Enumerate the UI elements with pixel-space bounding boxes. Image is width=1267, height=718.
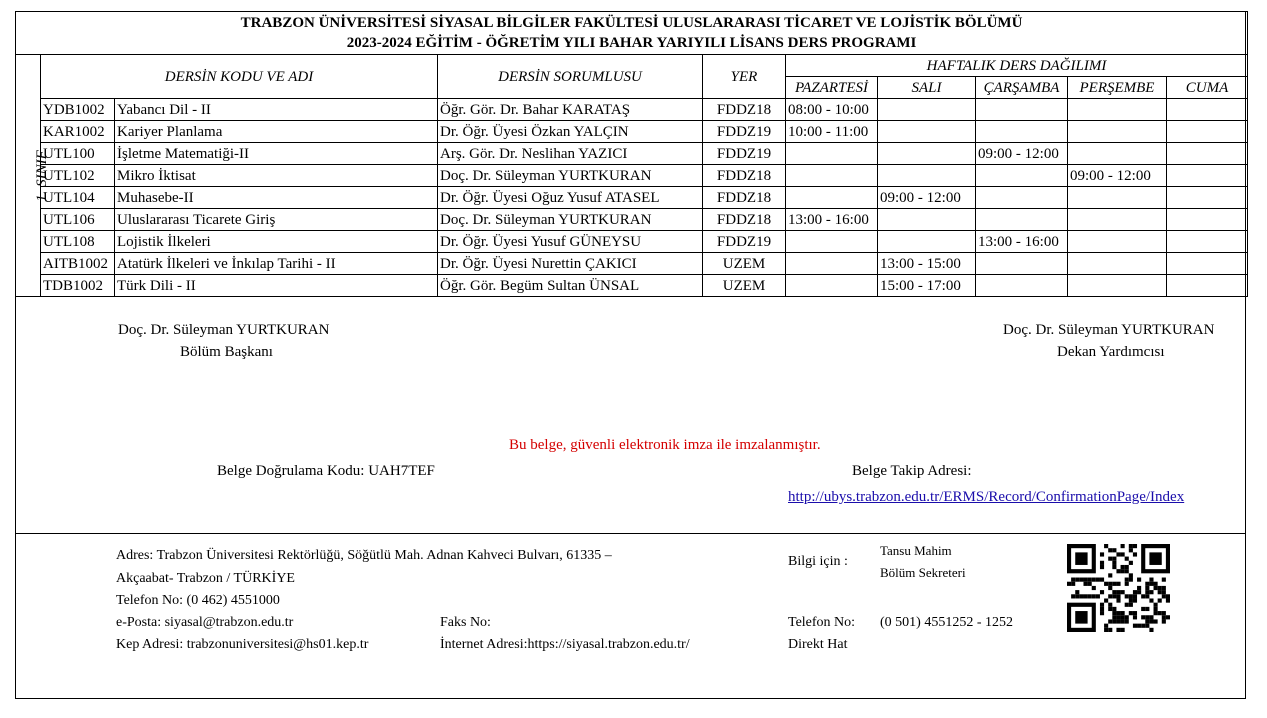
tracking-address-label: Belge Takip Adresi: (852, 463, 972, 479)
day-header: SALI (878, 77, 976, 99)
title-line-1: TRABZON ÜNİVERSİTESİ SİYASAL BİLGİLER FAKÜLTESİ ULUSLARARASI TİCARET VE LOJİSTİK BÖLÜMÜ (240, 15, 1023, 31)
time-slot (1068, 231, 1167, 253)
day-header: ÇARŞAMBA (976, 77, 1068, 99)
time-slot (786, 143, 878, 165)
course-code: UTL102 (41, 165, 115, 187)
course-name: Muhasebe-II (115, 187, 438, 209)
time-slot: 09:00 - 12:00 (976, 143, 1068, 165)
course-instructor: Öğr. Gör. Begüm Sultan ÜNSAL (438, 275, 703, 297)
time-slot: 13:00 - 15:00 (878, 253, 976, 275)
left-signer-name: Doç. Dr. Süleyman YURTKURAN (118, 322, 330, 338)
time-slot (1167, 165, 1248, 187)
kep-address: Kep Adresi: trabzonuniversitesi@hs01.kep.tr (116, 637, 369, 652)
title-line-2: 2023-2024 EĞİTİM - ÖĞRETİM YILI BAHAR YARIYILI LİSANS DERS PROGRAMI (346, 35, 917, 51)
phone-number: Telefon No: (0 462) 4551000 (116, 593, 280, 608)
email-address: e-Posta: siyasal@trabzon.edu.tr (116, 615, 294, 630)
table-row (16, 231, 1248, 253)
info-label: Bilgi için : (788, 554, 848, 569)
day-header: PERŞEMBE (1068, 77, 1167, 99)
time-slot (976, 253, 1068, 275)
day-header: PAZARTESİ (786, 77, 878, 99)
course-name: Kariyer Planlama (115, 121, 438, 143)
course-room: FDDZ18 (703, 165, 786, 187)
course-name: Yabancı Dil - II (115, 99, 438, 121)
course-code: TDB1002 (41, 275, 115, 297)
time-slot (1167, 187, 1248, 209)
right-signer-name: Doç. Dr. Süleyman YURTKURAN (1003, 322, 1215, 338)
course-name: Mikro İktisat (115, 165, 438, 187)
fax-number: Faks No: (440, 615, 491, 630)
time-slot (786, 275, 878, 297)
course-code: UTL104 (41, 187, 115, 209)
course-instructor: Öğr. Gör. Dr. Bahar KARATAŞ (438, 99, 703, 121)
course-instructor: Dr. Öğr. Üyesi Özkan YALÇIN (438, 121, 703, 143)
course-name: Atatürk İlkeleri ve İnkılap Tarihi - II (115, 253, 438, 275)
course-instructor: Dr. Öğr. Üyesi Nurettin ÇAKICI (438, 253, 703, 275)
table-row (16, 187, 1248, 209)
course-code: KAR1002 (41, 121, 115, 143)
course-room: FDDZ19 (703, 121, 786, 143)
time-slot (878, 121, 976, 143)
time-slot: 09:00 - 12:00 (1068, 165, 1167, 187)
course-code: UTL108 (41, 231, 115, 253)
time-slot: 09:00 - 12:00 (878, 187, 976, 209)
weekly-schedule-header: HAFTALIK DERS DAĞILIMI (786, 55, 1248, 77)
time-slot (786, 165, 878, 187)
room-column-header: YER (703, 55, 786, 99)
time-slot (878, 143, 976, 165)
time-slot (786, 187, 878, 209)
footer-divider (15, 533, 1246, 534)
time-slot (1167, 99, 1248, 121)
course-room: FDDZ18 (703, 187, 786, 209)
time-slot (1167, 253, 1248, 275)
time-slot (1167, 231, 1248, 253)
tracking-url-link[interactable]: http://ubys.trabzon.edu.tr/ERMS/Record/ConfirmationPage/Index (788, 489, 1185, 505)
time-slot (786, 231, 878, 253)
web-address: İnternet Adresi:https://siyasal.trabzon.edu.tr/ (440, 637, 690, 652)
time-slot: 15:00 - 17:00 (878, 275, 976, 297)
time-slot (976, 99, 1068, 121)
verification-code: Belge Doğrulama Kodu: UAH7TEF (217, 463, 435, 479)
qr-code-icon (1067, 544, 1170, 632)
time-slot (1068, 275, 1167, 297)
table-row (16, 253, 1248, 275)
table-row (16, 275, 1248, 297)
time-slot (1068, 253, 1167, 275)
course-name: Türk Dili - II (115, 275, 438, 297)
instructor-column-header: DERSİN SORUMLUSU (438, 55, 703, 99)
time-slot (976, 187, 1068, 209)
contact-name: Tansu Mahim (880, 543, 952, 558)
course-schedule-table (15, 11, 1248, 297)
time-slot (976, 275, 1068, 297)
course-instructor: Arş. Gör. Dr. Neslihan YAZICI (438, 143, 703, 165)
course-room: FDDZ18 (703, 209, 786, 231)
table-row (16, 99, 1248, 121)
document-title (16, 12, 1248, 55)
esignature-notice: Bu belge, güvenli elektronik imza ile imzalanmıştır. (509, 437, 821, 453)
course-room: FDDZ19 (703, 143, 786, 165)
course-room: UZEM (703, 275, 786, 297)
course-code: YDB1002 (41, 99, 115, 121)
time-slot: 13:00 - 16:00 (976, 231, 1068, 253)
time-slot (1068, 99, 1167, 121)
table-row (16, 143, 1248, 165)
time-slot (976, 121, 1068, 143)
address-line-1: Adres: Trabzon Üniversitesi Rektörlüğü, Söğütlü Mah. Adnan Kahveci Bulvarı, 61335 – (116, 548, 612, 563)
address-line-2: Akçaabat- Trabzon / TÜRKİYE (116, 571, 295, 586)
time-slot (1068, 121, 1167, 143)
right-signer-title: Dekan Yardımcısı (1057, 344, 1165, 360)
time-slot: 13:00 - 16:00 (786, 209, 878, 231)
time-slot (786, 253, 878, 275)
course-code: UTL100 (41, 143, 115, 165)
time-slot (1068, 187, 1167, 209)
time-slot (1167, 143, 1248, 165)
contact-phone: (0 501) 4551252 - 1252 (880, 615, 1013, 630)
course-column-header: DERSİN KODU VE ADI (41, 55, 438, 99)
time-slot (1068, 209, 1167, 231)
course-name: İşletme Matematiği-II (115, 143, 438, 165)
course-code: UTL106 (41, 209, 115, 231)
course-instructor: Doç. Dr. Süleyman YURTKURAN (438, 165, 703, 187)
time-slot (878, 165, 976, 187)
time-slot (976, 165, 1068, 187)
course-name: Lojistik İlkeleri (115, 231, 438, 253)
time-slot (976, 209, 1068, 231)
course-instructor: Dr. Öğr. Üyesi Oğuz Yusuf ATASEL (438, 187, 703, 209)
course-room: FDDZ18 (703, 99, 786, 121)
table-row (16, 165, 1248, 187)
table-row (16, 209, 1248, 231)
day-header: CUMA (1167, 77, 1248, 99)
course-instructor: Dr. Öğr. Üyesi Yusuf GÜNEYSU (438, 231, 703, 253)
class-level-label: 1. SINIF (16, 55, 41, 297)
direct-line-label: Direkt Hat (788, 637, 848, 652)
time-slot (1167, 275, 1248, 297)
time-slot (878, 99, 976, 121)
course-name: Uluslararası Ticarete Giriş (115, 209, 438, 231)
contact-title: Bölüm Sekreteri (880, 565, 966, 580)
time-slot (878, 231, 976, 253)
course-instructor: Doç. Dr. Süleyman YURTKURAN (438, 209, 703, 231)
time-slot (1068, 143, 1167, 165)
table-row (16, 121, 1248, 143)
course-code: AITB1002 (41, 253, 115, 275)
course-room: FDDZ19 (703, 231, 786, 253)
time-slot: 10:00 - 11:00 (786, 121, 878, 143)
time-slot (1167, 121, 1248, 143)
time-slot (878, 209, 976, 231)
time-slot (1167, 209, 1248, 231)
time-slot: 08:00 - 10:00 (786, 99, 878, 121)
course-room: UZEM (703, 253, 786, 275)
contact-phone-label: Telefon No: (788, 615, 856, 630)
left-signer-title: Bölüm Başkanı (180, 344, 273, 360)
